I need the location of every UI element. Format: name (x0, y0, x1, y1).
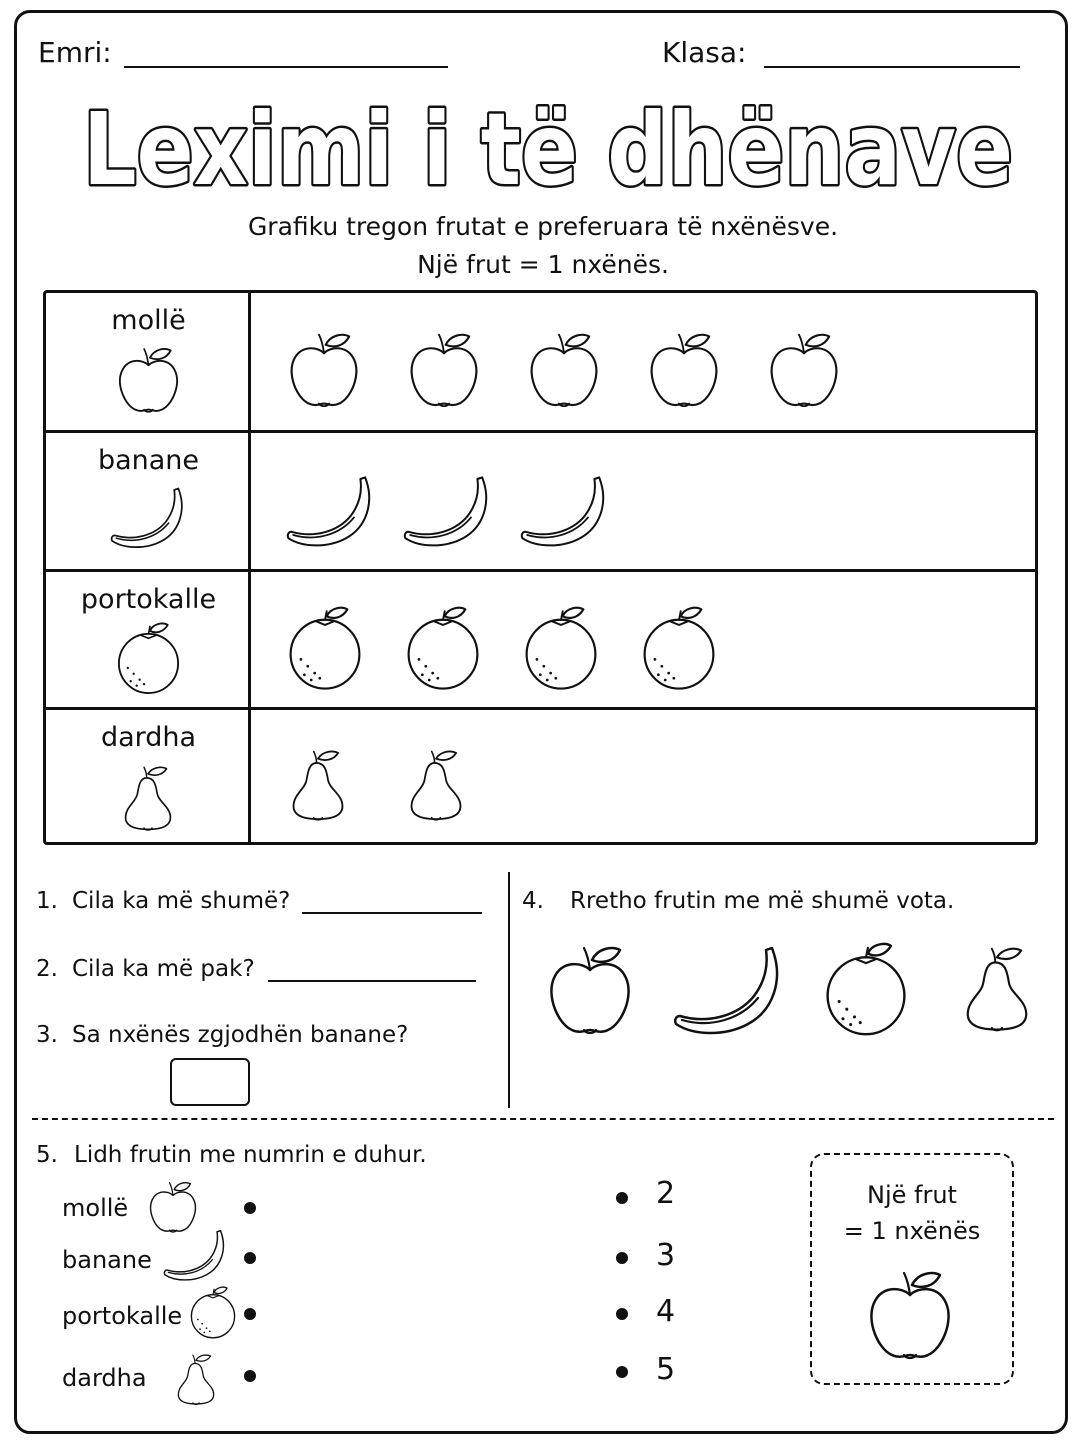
question-1-number: 1. (36, 888, 58, 914)
pear-icon (115, 760, 181, 838)
subtitle: Grafiku tregon frutat e preferuara të nxënësve. (247, 212, 839, 241)
chart-label-cell (46, 572, 251, 707)
name-input-line[interactable] (124, 66, 448, 68)
pictograph-chart (43, 290, 1038, 845)
match-dot-apple[interactable] (244, 1202, 256, 1214)
chart-category-label: dardha (100, 722, 197, 753)
match-dot-number-2[interactable] (616, 1192, 628, 1204)
question-3-number: 3. (36, 1022, 58, 1048)
question-4-number: 4. (522, 888, 544, 914)
pear-icon[interactable] (954, 940, 1040, 1040)
banana-icon (104, 483, 192, 552)
question-divider (508, 872, 510, 1108)
chart-label-cell (46, 293, 251, 430)
key-line: Një frut = 1 nxënës. (417, 250, 669, 279)
match-label-apple: mollë (62, 1194, 129, 1222)
chart-mark-orange-icon (282, 603, 368, 695)
match-dot-number-3[interactable] (616, 1252, 628, 1264)
question-1-text: Cila ka më shumë? (72, 888, 291, 914)
chart-row-apple (46, 293, 1035, 430)
question-1-answer-line[interactable] (302, 912, 482, 914)
class-input-line[interactable] (764, 66, 1020, 68)
chart-mark-banana-icon (516, 468, 612, 554)
apple-icon (860, 1263, 960, 1367)
chart-mark-banana-icon (282, 468, 378, 554)
chart-mark-pear-icon (400, 737, 472, 835)
chart-category-label: portokalle (80, 584, 217, 615)
chart-category-label: banane (97, 445, 200, 476)
apple-icon (110, 343, 187, 417)
title-text: Leximi i të dhënave (83, 91, 1013, 208)
class-label: Klasa: (662, 36, 747, 69)
match-dot-pear[interactable] (244, 1370, 256, 1382)
banana-icon[interactable] (668, 940, 788, 1040)
question-4-text: Rretho frutin me më shumë vota. (570, 888, 955, 914)
chart-mark-apple-icon (282, 324, 366, 416)
match-number-3: 3 (656, 1238, 676, 1273)
match-label-orange: portokalle (62, 1302, 183, 1330)
chart-mark-orange-icon (518, 603, 604, 695)
orange-icon[interactable] (818, 942, 914, 1038)
question-3-text: Sa nxënës zgjodhën banane? (72, 1022, 409, 1048)
match-label-banana: banane (62, 1246, 152, 1274)
chart-row-banana (46, 430, 1035, 569)
question-2-text: Cila ka më pak? (72, 956, 255, 982)
orange-icon (109, 622, 188, 696)
chart-mark-apple-icon (762, 324, 846, 416)
chart-mark-apple-icon (402, 324, 486, 416)
question-5-number: 5. (36, 1142, 58, 1168)
match-dot-number-4[interactable] (616, 1308, 628, 1320)
match-number-5: 5 (656, 1352, 676, 1387)
question-2-number: 2. (36, 956, 58, 982)
pear-icon (170, 1350, 222, 1410)
question-5-text: Lidh frutin me numrin e duhur. (74, 1142, 427, 1168)
chart-row-orange (46, 569, 1035, 707)
chart-label-cell (46, 710, 251, 842)
orange-icon (186, 1286, 240, 1340)
chart-mark-banana-icon (399, 468, 495, 554)
chart-mark-orange-icon (636, 603, 722, 695)
question-2-answer-line[interactable] (268, 980, 476, 982)
match-number-4: 4 (656, 1294, 676, 1329)
match-dot-orange[interactable] (244, 1308, 256, 1320)
chart-mark-pear-icon (282, 737, 354, 835)
chart-row-pear (46, 707, 1035, 842)
chart-label-cell (46, 433, 251, 569)
match-number-2: 2 (656, 1176, 676, 1211)
worksheet-title (60, 86, 1060, 206)
section-divider (32, 1118, 1054, 1120)
chart-mark-apple-icon (642, 324, 726, 416)
key-box (810, 1153, 1014, 1385)
match-dot-number-5[interactable] (616, 1366, 628, 1378)
chart-category-label: mollë (111, 305, 186, 336)
key-box-line-2: = 1 nxënës (843, 1217, 981, 1245)
apple-icon[interactable] (540, 940, 640, 1040)
question-3-answer-box[interactable] (170, 1058, 250, 1106)
chart-mark-apple-icon (522, 324, 606, 416)
key-box-line-1: Një frut (867, 1181, 957, 1209)
chart-mark-orange-icon (400, 603, 486, 695)
match-dot-banana[interactable] (244, 1252, 256, 1264)
name-label: Emri: (38, 36, 112, 69)
banana-icon (160, 1226, 230, 1284)
match-label-pear: dardha (62, 1364, 147, 1392)
